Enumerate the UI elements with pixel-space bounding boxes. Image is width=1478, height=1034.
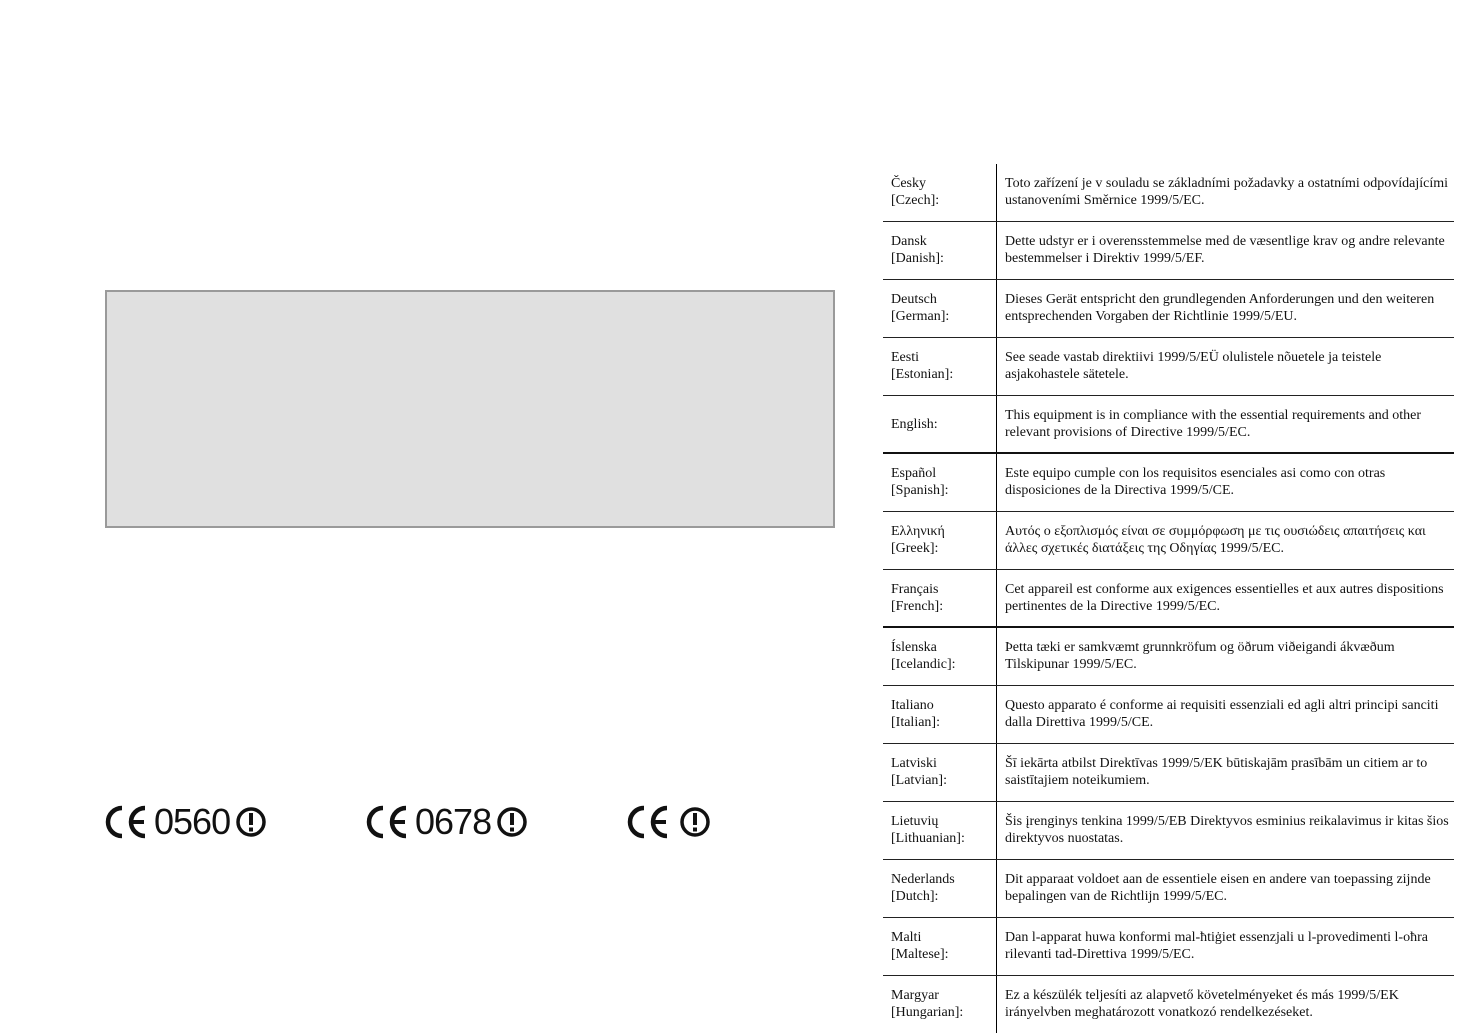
declaration-row-danish bbox=[883, 222, 1454, 280]
declaration-row-english bbox=[883, 396, 1454, 454]
notified-body-number: 0560 bbox=[154, 801, 231, 842]
declaration-text: Dette udstyr er i overensstemmelse med de væsentlige krav og andre relevante bestemmelser i Direktiv 1999/5/EF. bbox=[1005, 234, 1445, 266]
ce-mark-icon bbox=[105, 805, 149, 839]
declaration-text: Dit apparaat voldoet aan de essentiele eisen en andere van toepassing zijnde bepalingen van de Richtlijn 1999/5/EC. bbox=[1005, 872, 1431, 904]
language-label: Français [French]: bbox=[891, 582, 944, 614]
language-label: Lietuvių [Lithuanian]: bbox=[891, 814, 965, 846]
declaration-text: Dan l-apparat huwa konformi mal-ħtiġiet essenzjali u l-provedimenti l-oħra rilevanti tad-Direttiva 1999/5/EC. bbox=[1005, 930, 1428, 962]
notified-body-number: 0678 bbox=[415, 801, 492, 842]
declaration-text: Αυτός ο εξοπλισμός είναι σε συμμόρφωση με τις ουσιώδεις απαιτήσεις και άλλες σχετικές διατάξεις της Οδηγίας 1999/5/EC. bbox=[1005, 524, 1426, 556]
language-label: Nederlands [Dutch]: bbox=[891, 872, 955, 904]
declaration-text: Þetta tæki er samkvæmt grunnkröfum og öðrum viðeigandi ákvæðum Tilskipunar 1999/5/EC. bbox=[1005, 640, 1395, 672]
declaration-row-greek bbox=[883, 512, 1454, 570]
declaration-row-estonian bbox=[883, 338, 1454, 396]
declaration-row-spanish bbox=[883, 454, 1454, 512]
alert-circle-icon bbox=[235, 806, 267, 838]
declaration-text: Este equipo cumple con los requisitos esenciales asi como con otras disposiciones de la Directiva 1999/5/CE. bbox=[1005, 466, 1386, 498]
declaration-text: Šī iekārta atbilst Direktīvas 1999/5/EK būtiskajām prasībām un citiem ar to saistītajiem noteikumiem. bbox=[1005, 756, 1428, 788]
declaration-row-dutch bbox=[883, 860, 1454, 918]
declaration-text: Cet appareil est conforme aux exigences essentielles et aux autres dispositions pertinentes de la Directive 1999/5/EC. bbox=[1005, 582, 1444, 614]
declaration-text: This equipment is in compliance with the essential requirements and other relevant provisions of Directive 1999/5/EC. bbox=[1005, 408, 1422, 440]
declaration-row-french bbox=[883, 570, 1454, 628]
grey-placeholder-box bbox=[105, 290, 835, 528]
alert-circle-icon bbox=[496, 806, 528, 838]
declaration-row-lithuanian bbox=[883, 802, 1454, 860]
declaration-table bbox=[883, 164, 1454, 1034]
ce-mark-icon bbox=[627, 805, 671, 839]
language-label: Íslenska [Icelandic]: bbox=[891, 640, 956, 672]
declaration-text: Šis įrenginys tenkina 1999/5/EB Direktyvos esminius reikalavimus ir kitas šios direktyvos nuostatas. bbox=[1005, 814, 1449, 846]
language-label: Español [Spanish]: bbox=[891, 466, 949, 498]
declaration-text: Toto zařízení je v souladu se základními požadavky a ostatními odpovídajícími ustanoveními Směrnice 1999/5/EC. bbox=[1005, 176, 1449, 208]
declaration-row-maltese bbox=[883, 918, 1454, 976]
declaration-row-latvian bbox=[883, 744, 1454, 802]
language-label: Dansk [Danish]: bbox=[891, 234, 944, 266]
declaration-row-german bbox=[883, 280, 1454, 338]
ce-mark-0560 bbox=[105, 800, 267, 844]
ce-mark-0678 bbox=[366, 800, 528, 844]
alert-circle-icon bbox=[679, 806, 711, 838]
ce-mark-icon bbox=[366, 805, 410, 839]
declaration-text: See seade vastab direktiivi 1999/5/EÜ olulistele nõuetele ja teistele asjakohastele sätetele. bbox=[1005, 350, 1382, 382]
language-label: Margyar [Hungarian]: bbox=[891, 988, 964, 1020]
declaration-row-italian bbox=[883, 686, 1454, 744]
declaration-text: Questo apparato é conforme ai requisiti essenziali ed agli altri principi sanciti dalla Direttiva 1999/5/CE. bbox=[1005, 698, 1439, 730]
language-label: Malti [Maltese]: bbox=[891, 930, 949, 962]
declaration-row-czech bbox=[883, 164, 1454, 222]
language-label: Eesti [Estonian]: bbox=[891, 350, 954, 382]
declaration-text: Ez a készülék teljesíti az alapvető követelményeket és más 1999/5/EK irányelvben meghatározott vonatkozó rendelkezéseket. bbox=[1005, 988, 1399, 1020]
language-label: English: bbox=[891, 417, 938, 432]
language-label: Deutsch [German]: bbox=[891, 292, 950, 324]
language-label: Ελληνική [Greek]: bbox=[891, 524, 945, 556]
ce-mark-plain bbox=[627, 800, 711, 844]
declaration-text: Dieses Gerät entspricht den grundlegenden Anforderungen und den weiteren entsprechenden Vorgaben der Richtlinie 1999/5/EU. bbox=[1005, 292, 1435, 324]
declaration-row-hungarian bbox=[883, 976, 1454, 1034]
language-label: Italiano [Italian]: bbox=[891, 698, 940, 730]
language-label: Latviski [Latvian]: bbox=[891, 756, 947, 788]
declaration-row-icelandic bbox=[883, 628, 1454, 686]
language-label: Česky [Czech]: bbox=[891, 176, 940, 208]
